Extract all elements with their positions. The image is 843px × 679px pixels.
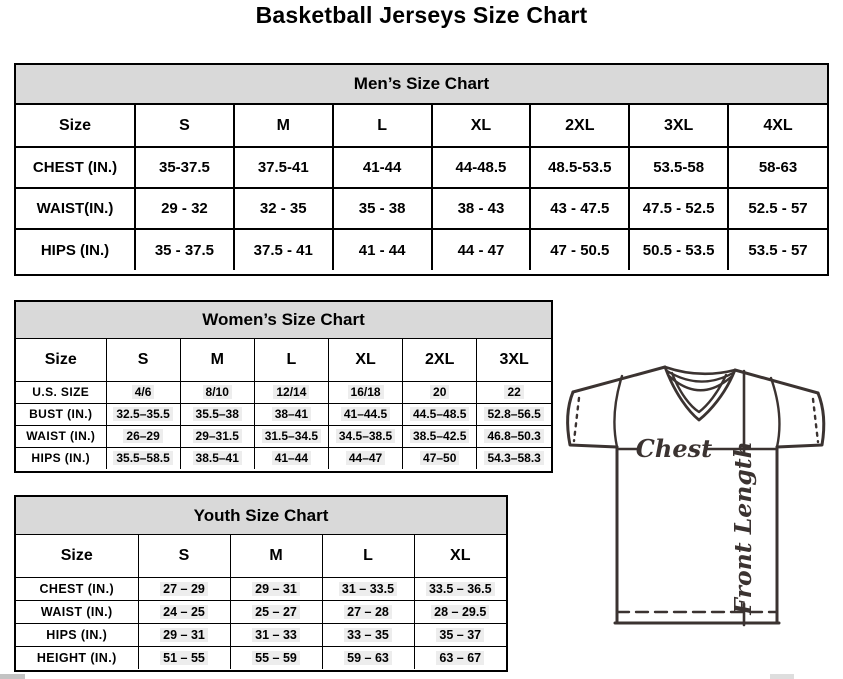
value-cell — [333, 229, 432, 270]
value-cell — [180, 425, 254, 447]
value-cell — [322, 646, 414, 669]
table-row — [16, 623, 506, 646]
value-cell — [254, 425, 328, 447]
value-cell — [432, 147, 531, 188]
value: 31 – 33.5 — [339, 582, 397, 596]
value: 27 – 29 — [160, 582, 208, 596]
value: 47.5 - 52.5 — [642, 200, 715, 217]
table-row — [16, 403, 551, 425]
value-cell — [728, 147, 827, 188]
mens-size-chart-table — [14, 63, 829, 276]
value-cell — [403, 403, 477, 425]
value: 35.5–38 — [193, 407, 242, 421]
value: 38–41 — [272, 407, 311, 421]
scrollbar-thumb-fragment[interactable] — [0, 674, 25, 679]
value: 32 - 35 — [259, 200, 307, 217]
value-cell — [106, 381, 180, 403]
col-header-xl: XL — [432, 105, 531, 147]
table-row — [16, 229, 827, 270]
value-cell — [135, 229, 234, 270]
value-cell — [328, 425, 402, 447]
value: 29 - 32 — [161, 200, 208, 217]
col-header-m: M — [180, 339, 254, 381]
value-cell — [328, 447, 402, 469]
front-length-label: Front Length — [729, 441, 757, 615]
table-row — [16, 447, 551, 469]
row-label: BUST (IN.) — [16, 403, 106, 425]
row-label: WAIST (IN.) — [16, 425, 106, 447]
value-cell — [328, 403, 402, 425]
value: 35 - 37.5 — [154, 241, 215, 259]
col-header-m: M — [230, 535, 322, 577]
value-cell — [333, 147, 432, 188]
value: 41 - 44 — [358, 241, 406, 259]
value: 8/10 — [203, 385, 232, 399]
value: 41-44 — [362, 159, 402, 176]
value-cell — [403, 447, 477, 469]
row-label: HEIGHT (IN.) — [16, 646, 138, 669]
value: 33 – 35 — [344, 628, 392, 642]
value: 37.5-41 — [257, 159, 309, 176]
value-cell — [414, 646, 506, 669]
value: 44 - 47 — [457, 241, 505, 259]
row-label: CHEST (IN.) — [16, 147, 135, 188]
value-cell — [477, 381, 551, 403]
jersey-collar-back — [665, 367, 735, 374]
col-header-size: Size — [16, 339, 106, 381]
jersey-right-shoulder — [735, 370, 818, 393]
value: 22 — [504, 385, 523, 399]
col-header-l: L — [333, 105, 432, 147]
value: 53.5 - 57 — [748, 241, 808, 259]
row-label: WAIST(IN.) — [16, 188, 135, 229]
chest-label: Chest — [635, 434, 713, 463]
value: 52.5 - 57 — [748, 200, 808, 217]
value-cell — [254, 447, 328, 469]
col-header-s: S — [138, 535, 230, 577]
value: 38.5–41 — [193, 451, 242, 465]
value: 25 – 27 — [252, 605, 300, 619]
col-header-xl: XL — [328, 339, 402, 381]
value-cell — [432, 229, 531, 270]
value-cell — [180, 447, 254, 469]
value: 58-63 — [758, 159, 798, 176]
value-cell — [530, 229, 629, 270]
value: 34.5–38.5 — [336, 429, 395, 443]
value-cell — [728, 229, 827, 270]
value: 41–44 — [272, 451, 311, 465]
value-cell — [180, 381, 254, 403]
jersey-right-sleeve — [777, 393, 824, 447]
value-cell — [629, 229, 728, 270]
value: 51 – 55 — [160, 651, 208, 665]
womens-table — [16, 339, 551, 469]
value: 59 – 63 — [344, 651, 392, 665]
col-header-l: L — [322, 535, 414, 577]
value-cell — [254, 381, 328, 403]
value: 29 – 31 — [252, 582, 300, 596]
col-header-l: L — [254, 339, 328, 381]
jersey-left-cuff-dashes — [574, 398, 579, 441]
jersey-right-armhole-seam — [771, 378, 779, 447]
col-header-s: S — [135, 105, 234, 147]
col-header-2xl: 2XL — [530, 105, 629, 147]
value-cell — [477, 447, 551, 469]
value-cell — [322, 623, 414, 646]
value-cell — [403, 425, 477, 447]
youth-size-chart-table — [14, 495, 508, 672]
value-cell — [629, 147, 728, 188]
jersey-right-cuff-dashes — [813, 399, 818, 442]
value-cell — [138, 623, 230, 646]
womens-size-chart-table — [14, 300, 553, 473]
value: 54.3–58.3 — [484, 451, 543, 465]
value-cell — [230, 577, 322, 600]
row-label: CHEST (IN.) — [16, 577, 138, 600]
value-cell — [138, 600, 230, 623]
value: 20 — [430, 385, 449, 399]
value: 41–44.5 — [341, 407, 390, 421]
mens-chart-header: Men’s Size Chart — [16, 65, 827, 105]
column-header-row — [16, 105, 827, 147]
value-cell — [254, 403, 328, 425]
value: 44–47 — [346, 451, 385, 465]
table-row — [16, 188, 827, 229]
value: 44-48.5 — [455, 159, 507, 176]
value: 48.5-53.5 — [548, 159, 612, 176]
value-cell — [530, 188, 629, 229]
row-label: WAIST (IN.) — [16, 600, 138, 623]
value: 16/18 — [348, 385, 384, 399]
jersey-measurement-diagram — [558, 362, 834, 642]
col-header-3xl: 3XL — [477, 339, 551, 381]
value: 29–31.5 — [193, 429, 242, 443]
value-cell — [106, 403, 180, 425]
value-cell — [322, 600, 414, 623]
row-label: U.S. SIZE — [16, 381, 106, 403]
value: 31 – 33 — [252, 628, 300, 642]
value: 33.5 – 36.5 — [426, 582, 495, 596]
value-cell — [477, 425, 551, 447]
value-cell — [403, 381, 477, 403]
col-header-size: Size — [16, 105, 135, 147]
value-cell — [477, 403, 551, 425]
value: 35 – 37 — [436, 628, 484, 642]
row-label: HIPS (IN.) — [16, 447, 106, 469]
mens-table — [16, 105, 827, 270]
value-cell — [530, 147, 629, 188]
value: 53.5-58 — [653, 159, 705, 176]
value: 63 – 67 — [436, 651, 484, 665]
col-header-s: S — [106, 339, 180, 381]
value-cell — [414, 577, 506, 600]
value: 38.5–42.5 — [410, 429, 469, 443]
scrollbar-thumb-fragment[interactable] — [770, 674, 794, 679]
value-cell — [414, 600, 506, 623]
value-cell — [135, 188, 234, 229]
value-cell — [322, 577, 414, 600]
value: 52.8–56.5 — [484, 407, 543, 421]
value-cell — [138, 646, 230, 669]
value: 35.5–58.5 — [113, 451, 172, 465]
youth-table — [16, 535, 506, 669]
value: 47–50 — [420, 451, 459, 465]
value: 35-37.5 — [158, 159, 210, 176]
value: 26–29 — [123, 429, 162, 443]
value-cell — [230, 646, 322, 669]
jersey-left-armhole-seam — [614, 376, 622, 447]
value-cell — [629, 188, 728, 229]
row-label: HIPS (IN.) — [16, 623, 138, 646]
value: 47 - 50.5 — [550, 241, 610, 259]
value-cell — [234, 147, 333, 188]
row-label: HIPS (IN.) — [16, 229, 135, 270]
table-row — [16, 600, 506, 623]
value: 12/14 — [273, 385, 309, 399]
value-cell — [106, 425, 180, 447]
col-header-xl: XL — [414, 535, 506, 577]
value-cell — [138, 577, 230, 600]
col-header-2xl: 2XL — [403, 339, 477, 381]
value: 44.5–48.5 — [410, 407, 469, 421]
col-header-3xl: 3XL — [629, 105, 728, 147]
value-cell — [230, 623, 322, 646]
value: 46.8–50.3 — [484, 429, 543, 443]
value-cell — [234, 229, 333, 270]
value-cell — [333, 188, 432, 229]
value-cell — [234, 188, 333, 229]
value: 27 – 28 — [344, 605, 392, 619]
column-header-row — [16, 339, 551, 381]
value: 55 – 59 — [252, 651, 300, 665]
value: 29 – 31 — [160, 628, 208, 642]
table-row — [16, 381, 551, 403]
value: 43 - 47.5 — [550, 200, 610, 217]
value-cell — [414, 623, 506, 646]
table-row — [16, 577, 506, 600]
value: 32.5–35.5 — [113, 407, 172, 421]
value-cell — [328, 381, 402, 403]
jersey-left-sleeve — [568, 392, 617, 447]
value: 38 - 43 — [457, 200, 505, 217]
col-header-m: M — [234, 105, 333, 147]
column-header-row — [16, 535, 506, 577]
value-cell — [728, 188, 827, 229]
table-row — [16, 425, 551, 447]
youth-chart-header: Youth Size Chart — [16, 497, 506, 535]
value: 24 – 25 — [160, 605, 208, 619]
womens-chart-header: Women’s Size Chart — [16, 302, 551, 339]
value: 28 – 29.5 — [431, 605, 489, 619]
value-cell — [106, 447, 180, 469]
value: 4/6 — [132, 385, 155, 399]
value: 50.5 - 53.5 — [642, 241, 715, 259]
value-cell — [135, 147, 234, 188]
value: 31.5–34.5 — [262, 429, 321, 443]
table-row — [16, 147, 827, 188]
page-title: Basketball Jerseys Size Chart — [255, 2, 588, 28]
col-header-size: Size — [16, 535, 138, 577]
value-cell — [180, 403, 254, 425]
value: 35 - 38 — [358, 200, 406, 217]
value-cell — [432, 188, 531, 229]
col-header-4xl: 4XL — [728, 105, 827, 147]
value-cell — [230, 600, 322, 623]
value: 37.5 - 41 — [253, 241, 313, 259]
table-row — [16, 646, 506, 669]
